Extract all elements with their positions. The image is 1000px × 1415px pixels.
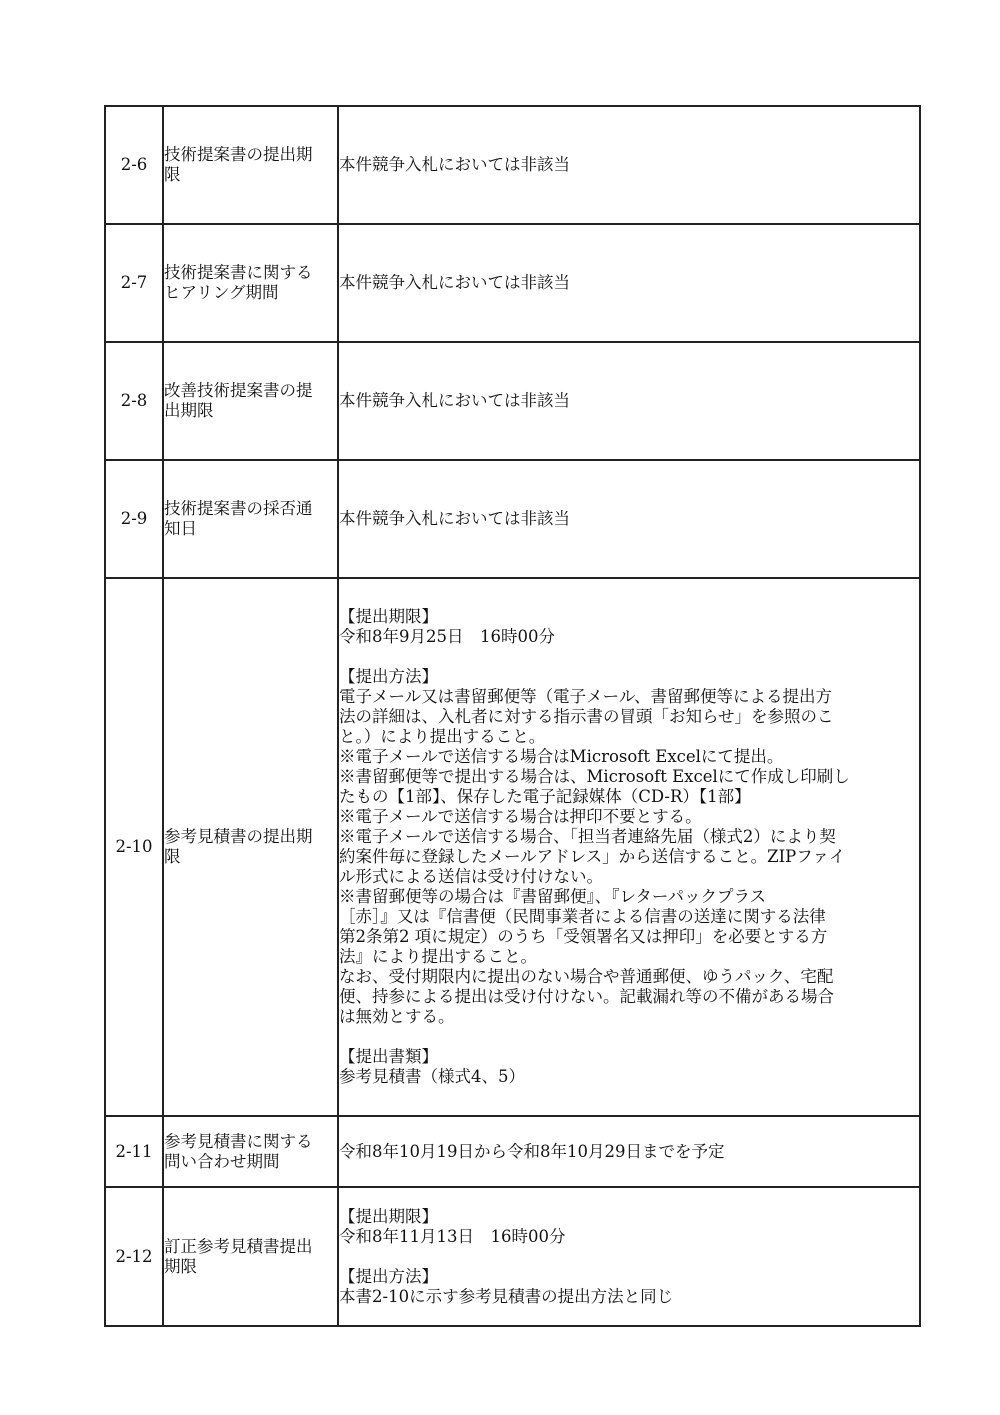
row-content-line: 【提出期限】 [339,607,438,626]
row-item-title: 改善技術提案書の提 出期限 [164,381,313,420]
row-content-line [339,647,919,667]
table-row [105,578,920,1116]
row-content-line: ※書留郵便等の場合は『書留郵便』、『レターパックプラス [339,887,767,906]
table-row [105,460,920,578]
row-content-line: は無効とする。 [339,1007,455,1026]
row-content-line [339,1027,919,1047]
row-content [338,578,920,1116]
row-content-line: 便、持参による提出は受け付けない。記載漏れ等の不備がある場合 [339,987,834,1006]
row-content-line: 令和8年9月25日 16時00分 [339,627,555,646]
row-content-line: 本件競争入札においては非該当 [339,273,570,292]
row-item-title: 技術提案書に関する ヒアリング期間 [164,263,313,302]
row-content-line: 法の詳細は、入札者に対する指示書の冒頭「お知らせ」を参照のこ [339,707,834,726]
row-content-line: ル形式による送信は受け付けない。 [339,867,603,886]
row-content-line: ［赤］』又は『信書便（民間事業者による信書の送達に関する法律 [339,907,826,926]
table-row [105,1116,920,1187]
row-content-line: 約案件毎に登録したメールアドレス」から送信すること。ZIPファイ [339,847,846,866]
row-number: 2-6 [105,106,163,224]
row-content-line: ※電子メールで送信する場合はMicrosoft Excelにて提出。 [339,747,784,766]
table-row [105,224,920,342]
row-content-line: なお、受付期限内に提出のない場合や普通郵便、ゆうパック、宅配 [339,967,834,986]
table-row [105,106,920,224]
row-item-title: 技術提案書の採否通 知日 [164,499,313,538]
row-content [338,1187,920,1326]
row-content-line: 第2条第2 項に規定）のうち「受領署名又は押印」を必要とする方 [339,927,828,946]
row-number: 2-12 [105,1187,163,1326]
row-content-line: 【提出方法】 [339,1266,438,1286]
row-content-line: 令和8年11月13日 16時00分 [339,1226,566,1246]
row-content-line: 本件競争入札においては非該当 [339,391,570,410]
row-number: 2-8 [105,342,163,460]
row-content-line: 法』により提出すること。 [339,947,537,966]
row-content-line: 令和8年10月19日から令和8年10月29日までを予定 [339,1141,725,1161]
row-content-line: 【提出書類】 [339,1047,438,1066]
row-number: 2-7 [105,224,163,342]
row-content-line: たもの【1部】、保存した電子記録媒体（CD-R）【1部】 [339,787,751,806]
row-item-title: 参考見積書に関する 問い合わせ期間 [164,1131,313,1171]
specification-table [104,105,921,1327]
row-number: 2-10 [105,578,163,1116]
table-row [105,342,920,460]
row-content-line: 本件競争入札においては非該当 [339,509,570,528]
row-content-line: と。）により提出すること。 [339,727,546,746]
row-content-line: ※電子メールで送信する場合は押印不要とする。 [339,807,702,826]
row-content-line: 本書2-10に示す参考見積書の提出方法と同じ [339,1286,674,1306]
row-content-line: 【提出方法】 [339,667,438,686]
row-content-line: ※電子メールで送信する場合、「担当者連絡先届（様式2）により契 [339,827,836,846]
row-item-title: 参考見積書の提出期 限 [164,827,313,866]
row-item-title: 訂正参考見積書提出 期限 [164,1236,313,1276]
row-number: 2-9 [105,460,163,578]
row-content-line: 【提出期限】 [339,1206,438,1226]
table-row [105,1187,920,1326]
row-number: 2-11 [105,1116,163,1187]
row-content-line: 本件競争入札においては非該当 [339,155,570,174]
row-content-line: 参考見積書（様式4、5） [339,1067,525,1086]
row-content-line: 電子メール又は書留郵便等（電子メール、書留郵便等による提出方 [339,687,833,706]
row-content-line: ※書留郵便等で提出する場合は、Microsoft Excelにて作成し印刷し [339,767,850,786]
row-content-line [339,1247,919,1267]
row-item-title: 技術提案書の提出期 限 [164,145,313,184]
